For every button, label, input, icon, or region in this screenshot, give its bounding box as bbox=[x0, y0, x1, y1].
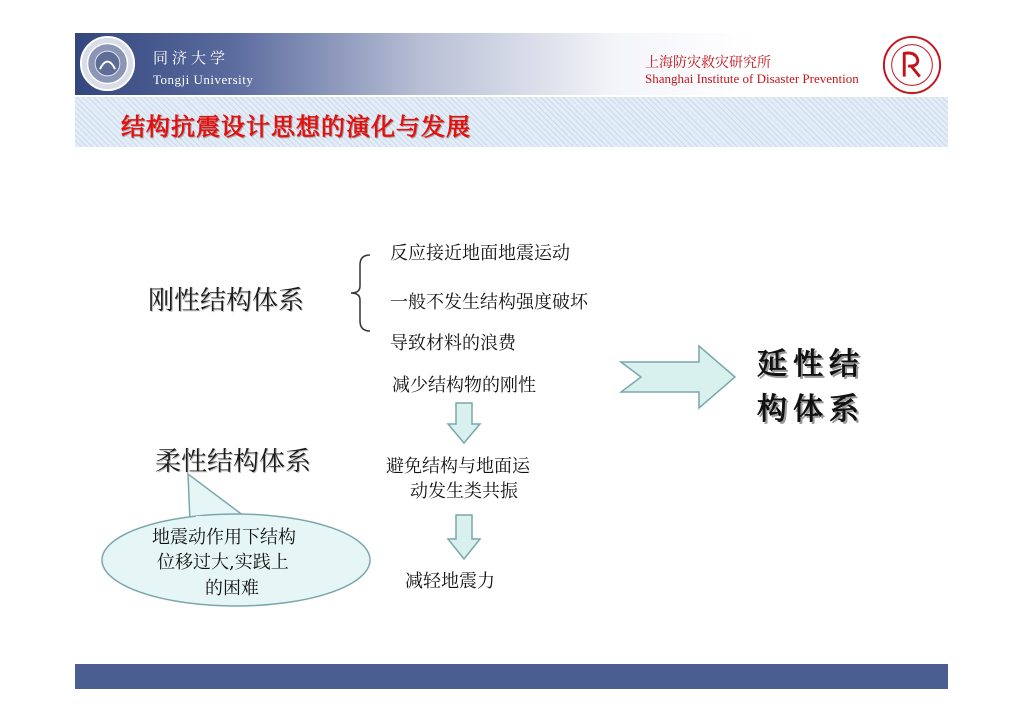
header-band bbox=[75, 33, 948, 95]
university-name-en: Tongji University bbox=[153, 72, 254, 87]
flow-step-3: 减轻地震力 bbox=[405, 571, 495, 592]
title-band bbox=[75, 97, 948, 147]
rigid-system-label: 刚性结构体系 bbox=[148, 286, 305, 316]
down-arrow-icon bbox=[446, 402, 482, 444]
institute-name-en: Shanghai Institute of Disaster Prevention bbox=[645, 71, 859, 86]
callout-line-1: 地震动作用下结构 bbox=[152, 527, 296, 548]
result-line-2: 构体系 bbox=[757, 392, 865, 427]
flow-step-2-line-2: 动发生类共振 bbox=[410, 481, 518, 502]
institute-logo-icon bbox=[881, 34, 943, 96]
institute-name-cn: 上海防灾救灾研究所 bbox=[645, 55, 771, 71]
flow-step-2-line-1: 避免结构与地面运 bbox=[386, 456, 530, 477]
callout-line-3: 的困难 bbox=[205, 578, 259, 599]
result-line-1: 延性结 bbox=[757, 347, 865, 382]
down-arrow-icon bbox=[446, 514, 482, 560]
footer-band bbox=[75, 664, 948, 689]
flexible-system-label: 柔性结构体系 bbox=[155, 447, 312, 477]
rigid-point-1: 反应接近地面地震运动 bbox=[390, 243, 570, 264]
university-name-cn: 同济大学 bbox=[153, 49, 230, 67]
rigid-point-3: 导致材料的浪费 bbox=[390, 333, 516, 354]
rigid-point-2: 一般不发生结构强度破坏 bbox=[390, 292, 588, 313]
brace-icon bbox=[348, 253, 376, 333]
callout-line-2: 位移过大,实践上 bbox=[157, 552, 289, 573]
flow-step-1: 减少结构物的刚性 bbox=[392, 375, 536, 396]
right-arrow-icon bbox=[619, 344, 737, 410]
tongji-logo-icon bbox=[79, 35, 136, 92]
slide-title: 结构抗震设计思想的演化与发展 bbox=[121, 113, 471, 141]
